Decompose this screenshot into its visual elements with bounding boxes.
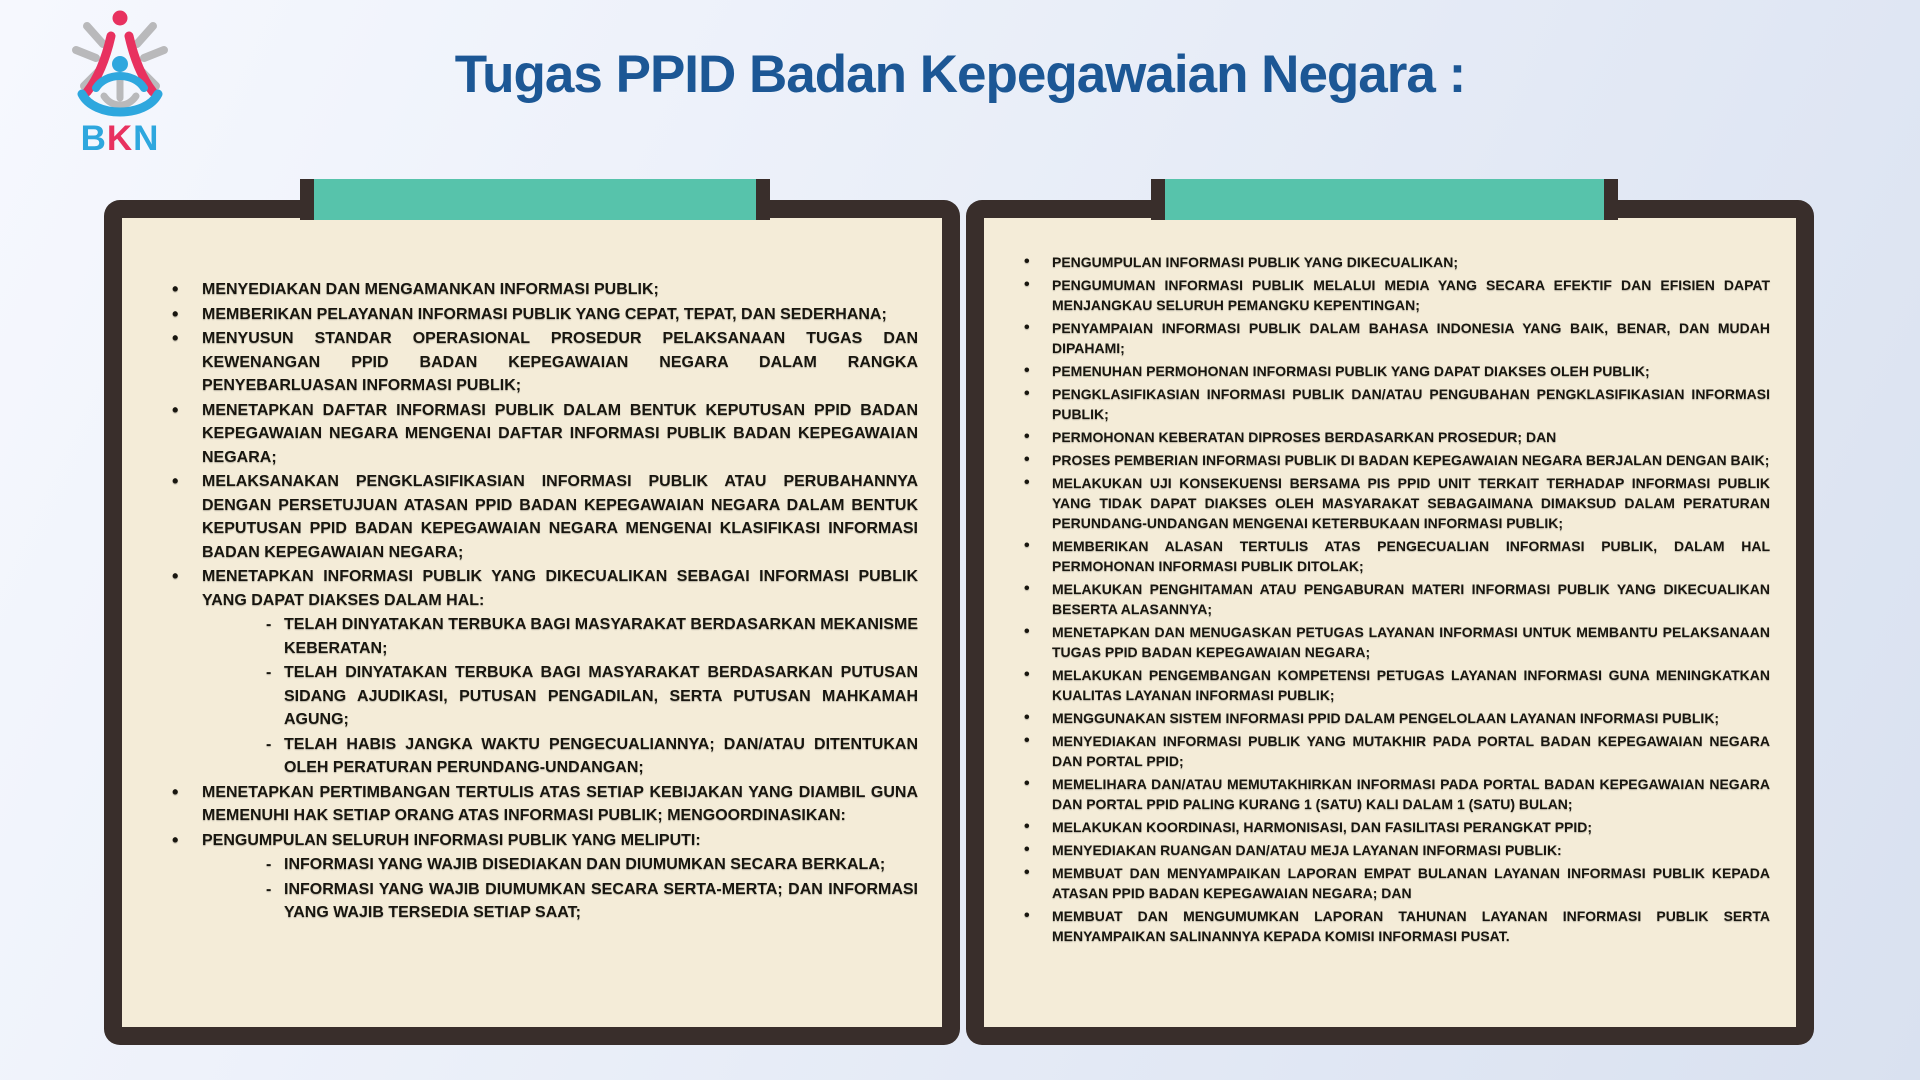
panel-left-tab [300,179,770,220]
logo-wordmark: BKN [80,119,160,158]
task-text: MELAKUKAN KOORDINASI, HARMONISASI, DAN FASILITASI PERANGKAT PPID; [1052,819,1593,835]
task-list-item [1020,863,1770,903]
task-text: PENGUMPULAN SELURUH INFORMASI PUBLIK YANG MELIPUTI: [202,831,701,849]
task-text: MELAKSANAKAN PENGKLASIFIKASIAN INFORMASI PUBLIK ATAU PERUBAHANNYA DENGAN PERSETUJUAN ATASAN PPID BADAN KEPEGAWAIAN NEGARA DALAM BENTUK KEPUTUSAN PPID BADAN KEPEGAWAIAN NEGARA MENGENAI KLASIFIKASI INFORMASI BADAN KEPEGAWAIAN NEGARA; [202,473,918,561]
task-list-item [1020,318,1770,358]
task-text: PENGUMPULAN INFORMASI PUBLIK YANG DIKECUALIKAN; [1052,254,1459,270]
task-list-item [166,781,918,828]
task-list-item [166,565,918,612]
task-text: MENYEDIAKAN DAN MENGAMANKAN INFORMASI PUBLIK; [202,281,659,298]
task-text: MELAKUKAN PENGEMBANGAN KOMPETENSI PETUGAS LAYANAN INFORMASI GUNA MENINGKATKAN KUALITAS LAYANAN INFORMASI PUBLIK; [1052,667,1770,703]
task-list-item [1020,665,1770,705]
task-list-item [1020,536,1770,576]
task-list-item [166,661,918,732]
panel-left [104,200,960,1045]
task-text: MELAKUKAN PENGHITAMAN ATAU PENGABURAN MATERI INFORMASI PUBLIK YANG DIKECUALIKAN BESERTA ALASANNYA; [1052,581,1770,617]
task-text: TELAH HABIS JANGKA WAKTU PENGECUALIANNYA; DAN/ATAU DITENTUKAN OLEH PERATURAN PERUNDANG-UNDANGAN; [284,735,918,776]
task-text: PENGKLASIFIKASIAN INFORMASI PUBLIK DAN/ATAU PENGUBAHAN PENGKLASIFIKASIAN INFORMASI PUBLIK; [1052,386,1770,422]
task-text: MEMBUAT DAN MENYAMPAIKAN LAPORAN EMPAT BULANAN LAYANAN INFORMASI PUBLIK KEPADA ATASAN PPID BADAN KEPEGAWAIAN NEGARA; DAN [1052,865,1770,901]
task-text: PROSES PEMBERIAN INFORMASI PUBLIK DI BADAN KEPEGAWAIAN NEGARA BERJALAN DENGAN BAIK; [1052,452,1770,468]
logo-ray [137,26,153,44]
task-list-item [1020,579,1770,619]
task-list-item [1020,708,1770,728]
task-list-item [1020,622,1770,662]
task-list-item [1020,252,1770,272]
panel-right-tab [1151,179,1618,220]
task-text: MENETAPKAN DAN MENUGASKAN PETUGAS LAYANAN INFORMASI UNTUK MEMBANTU PELAKSANAAN TUGAS PPID BADAN KEPEGAWAIAN NEGARA; [1052,624,1770,660]
task-list-item [1020,450,1770,470]
task-text: MENETAPKAN DAFTAR INFORMASI PUBLIK DALAM BENTUK KEPUTUSAN PPID BADAN KEPEGAWAIAN NEGARA MENGENAI DAFTAR INFORMASI PUBLIK BADAN KEPEGAWAIAN NEGARA; [202,401,918,466]
task-list-item [166,278,918,302]
task-list-item [1020,473,1770,533]
task-list-item [166,733,918,780]
task-list-item [166,303,918,327]
task-text: MEMBERIKAN PELAYANAN INFORMASI PUBLIK YANG CEPAT, TEPAT, DAN SEDERHANA; [202,305,887,323]
page-title: Tugas PPID Badan Kepegawaian Negara : [454,45,1466,104]
task-text: MEMELIHARA DAN/ATAU MEMUTAKHIRKAN INFORMASI PADA PORTAL BADAN KEPEGAWAIAN NEGARA DAN PORTAL PPID PALING KURANG 1 (SATU) KALI DALAM 1 (SATU) BULAN; [1052,776,1770,812]
task-text: PERMOHONAN KEBERATAN DIPROSES BERDASARKAN PROSEDUR; DAN [1052,429,1557,445]
task-text: MELAKUKAN UJI KONSEKUENSI BERSAMA PIS PPID UNIT TERKAIT TERHADAP INFORMASI PUBLIK YANG TIDAK DAPAT DIAKSES OLEH MASYARAKAT SEBAGAIMANA DIMAKSUD DALAM PERATURAN PERUNDANG-UNDANGAN MENGENAI KETERBUKAAN INFORMASI PUBLIK; [1052,475,1770,531]
task-list-item [166,829,918,853]
task-text: TELAH DINYATAKAN TERBUKA BAGI MASYARAKAT BERDASARKAN PUTUSAN SIDANG AJUDIKASI, PUTUSAN PENGADILAN, SERTA PUTUSAN MAHKAMAH AGUNG; [284,664,918,728]
task-list-item [166,853,918,877]
task-text: MEMBUAT DAN MENGUMUMKAN LAPORAN TAHUNAN LAYANAN INFORMASI PUBLIK SERTA MENYAMPAIKAN SALINANNYA KEPADA KOMISI INFORMASI PUSAT. [1052,908,1770,944]
task-list-item [1020,427,1770,447]
logo-pink-head [113,11,128,26]
task-text: INFORMASI YANG WAJIB DIUMUMKAN SECARA SERTA-MERTA; DAN INFORMASI YANG WAJIB TERSEDIA SETIAP SAAT; [284,880,918,921]
task-text: TELAH DINYATAKAN TERBUKA BAGI MASYARAKAT BERDASARKAN MEKANISME KEBERATAN; [284,616,918,657]
task-list-item [166,470,918,564]
panel-right [966,200,1814,1045]
task-text: PENGUMUMAN INFORMASI PUBLIK MELALUI MEDIA YANG SECARA EFEKTIF DAN EFISIEN DAPAT MENJANGKAU SELURUH PEMANGKU KEPENTINGAN; [1052,277,1770,313]
logo-ray [87,26,103,44]
task-list-item [1020,384,1770,424]
task-text: MENYEDIAKAN RUANGAN DAN/ATAU MEJA LAYANAN INFORMASI PUBLIK: [1052,842,1562,858]
task-list-item [1020,840,1770,860]
task-text: MENETAPKAN PERTIMBANGAN TERTULIS ATAS SETIAP KEBIJAKAN YANG DIAMBIL GUNA MEMENUHI HAK SETIAP ORANG ATAS INFORMASI PUBLIK; MENGOORDINASIKAN: [202,783,918,824]
task-list-item [1020,817,1770,837]
task-text: PEMENUHAN PERMOHONAN INFORMASI PUBLIK YANG DAPAT DIAKSES OLEH PUBLIK; [1052,363,1650,379]
task-list-item [1020,275,1770,315]
task-list-item [166,399,918,470]
panel-right-task-list [984,218,1796,946]
task-text: MENYUSUN STANDAR OPERASIONAL PROSEDUR PELAKSANAAN TUGAS DAN KEWENANGAN PPID BADAN KEPEGAWAIAN NEGARA DALAM RANGKA PENYEBARLUASAN INFORMASI PUBLIK; [202,330,918,394]
task-text: INFORMASI YANG WAJIB DISEDIAKAN DAN DIUMUMKAN SECARA BERKALA; [284,856,886,873]
task-text: MEMBERIKAN ALASAN TERTULIS ATAS PENGECUALIAN INFORMASI PUBLIK, DALAM HAL PERMOHONAN INFORMASI PUBLIK DITOLAK; [1052,538,1770,574]
task-list-item [1020,731,1770,771]
task-list-item [1020,774,1770,814]
task-list-item [1020,361,1770,381]
task-list-item [166,613,918,660]
task-list-item [1020,906,1770,946]
task-text: PENYAMPAIAN INFORMASI PUBLIK DALAM BAHASA INDONESIA YANG BAIK, BENAR, DAN MUDAH DIPAHAMI; [1052,320,1770,356]
task-text: MENETAPKAN INFORMASI PUBLIK YANG DIKECUALIKAN SEBAGAI INFORMASI PUBLIK YANG DAPAT DIAKSES DALAM HAL: [202,568,918,609]
task-text: MENGGUNAKAN SISTEM INFORMASI PPID DALAM PENGELOLAAN LAYANAN INFORMASI PUBLIK; [1052,710,1720,726]
panel-left-task-list [122,218,942,925]
task-list-item [166,327,918,398]
task-text: MENYEDIAKAN INFORMASI PUBLIK YANG MUTAKHIR PADA PORTAL BADAN KEPEGAWAIAN NEGARA DAN PORTAL PPID; [1052,733,1770,769]
task-list-item [166,878,918,925]
